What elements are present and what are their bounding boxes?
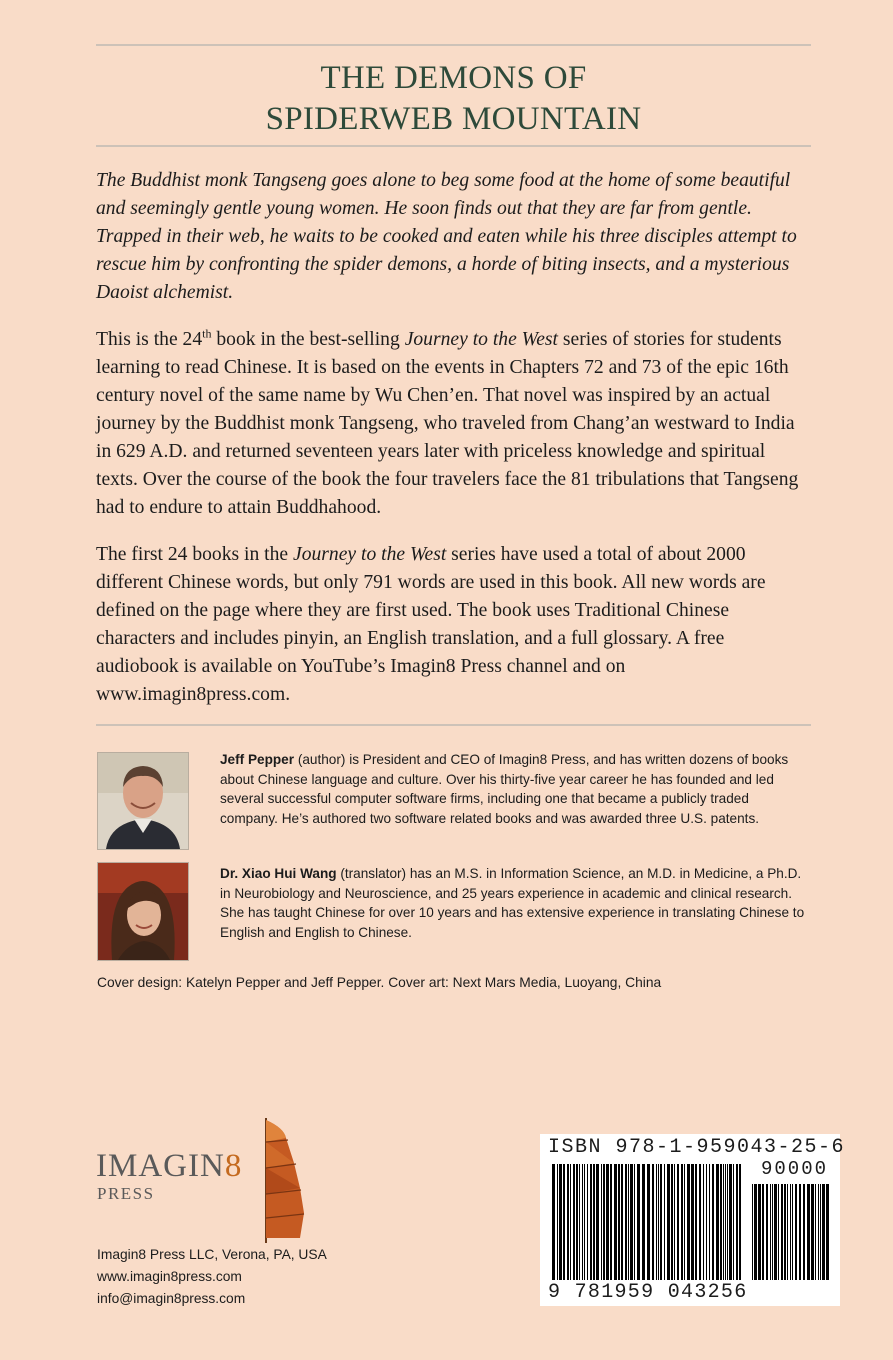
series-title: Journey to the West [404, 329, 558, 350]
barcode-bar [557, 1164, 558, 1280]
barcode-bar [656, 1164, 657, 1280]
barcode-bar [630, 1164, 633, 1280]
barcode-bar [642, 1164, 645, 1280]
publisher-email-link[interactable]: info@imagin8press.com [97, 1291, 246, 1306]
barcode-bar [606, 1164, 609, 1280]
barcode-bar [699, 1164, 701, 1280]
barcode-bar [727, 1164, 728, 1280]
isbn-barcode [540, 1134, 846, 1306]
barcode-bar [826, 1184, 829, 1280]
vocab-series-title: Journey to the West [293, 544, 447, 565]
publisher-logo-subtitle: PRESS [97, 1184, 155, 1203]
isbn-label: ISBN 978-1-959043-25-6 [548, 1136, 846, 1159]
title-divider [96, 145, 811, 147]
logo-main: IMAGIN [96, 1148, 225, 1184]
barcode-bar [807, 1184, 810, 1280]
publisher-address: Imagin8 Press LLC, Verona, PA, USA [97, 1247, 327, 1262]
title-line-2: SPIDERWEB MOUNTAIN [265, 101, 642, 137]
author-bio-text: (author) is President and CEO of Imagin8 Press, and has written dozens of books about Chinese language and culture. Over his thirty-five year career he has founded and led several successful computer software firms, including one that became a publicly traded company. He’s authored two software related books and was awarded three U.S. patents. [220, 752, 789, 826]
translator-bio [220, 864, 810, 942]
barcode-bar [590, 1164, 592, 1280]
barcode-bar [610, 1164, 612, 1280]
barcode-bar [725, 1164, 726, 1280]
junk-sail-icon [250, 1118, 310, 1243]
barcode-bar [766, 1184, 768, 1280]
barcode-bar [822, 1184, 825, 1280]
barcode-bar [758, 1184, 761, 1280]
barcode-bar [820, 1184, 821, 1280]
barcode-bar [601, 1164, 602, 1280]
barcode-bar [712, 1164, 714, 1280]
barcode-bar [593, 1164, 595, 1280]
publisher-logo-text [96, 1148, 242, 1185]
barcode-bar [691, 1164, 694, 1280]
cover-credits: Cover design: Katelyn Pepper and Jeff Pepper. Cover art: Next Mars Media, Luoyang, China [97, 975, 662, 990]
barcode-bar [733, 1164, 734, 1280]
barcode-bar [584, 1164, 585, 1280]
barcode-bar [736, 1164, 738, 1280]
barcode-bar [563, 1164, 565, 1280]
barcode-bar [674, 1164, 675, 1280]
barcode-bar [647, 1164, 650, 1280]
barcode-bar [652, 1164, 654, 1280]
barcode-bar [703, 1164, 704, 1280]
barcode-bar [579, 1164, 580, 1280]
bio-divider [96, 724, 811, 726]
ordinal-suffix: th [202, 326, 212, 341]
barcode-bar [772, 1184, 773, 1280]
author-name: Jeff Pepper [220, 752, 295, 767]
barcode-bar [614, 1164, 617, 1280]
blurb-paragraph [96, 167, 806, 307]
vocabulary-paragraph [96, 541, 806, 709]
barcode-bar [781, 1184, 783, 1280]
barcode-bar [774, 1184, 777, 1280]
barcode-bar [729, 1164, 732, 1280]
translator-photo [97, 862, 189, 961]
price-code: 90000 [760, 1158, 828, 1180]
barcode-bar [625, 1164, 627, 1280]
barcode-bar [716, 1164, 719, 1280]
author-bio [220, 750, 810, 828]
barcode-bar [695, 1164, 697, 1280]
series-text-mid: book in the best-selling [211, 329, 405, 350]
barcode-number: 9 781959 043256 [548, 1281, 748, 1304]
barcode-bar [634, 1164, 635, 1280]
barcode-bar [587, 1164, 588, 1280]
barcode-bar [603, 1164, 605, 1280]
barcode-bar [792, 1184, 793, 1280]
barcode-bar [671, 1164, 673, 1280]
barcode-bar [618, 1164, 620, 1280]
series-paragraph [96, 326, 806, 522]
author-photo [97, 752, 189, 850]
barcode-bar [681, 1164, 683, 1280]
barcode-bar [677, 1164, 679, 1280]
publisher-website-link[interactable]: www.imagin8press.com [97, 1269, 242, 1284]
barcode-bar [723, 1164, 724, 1280]
barcode-bar [720, 1164, 722, 1280]
barcode-bar [637, 1164, 640, 1280]
barcode-bar [621, 1164, 623, 1280]
barcode-bar [754, 1184, 757, 1280]
barcode-bar [567, 1164, 569, 1280]
series-text-pre: This is the 24 [96, 329, 203, 350]
barcode-bar [787, 1184, 788, 1280]
barcode-bar [570, 1164, 571, 1280]
barcode-bar [795, 1184, 797, 1280]
barcode-bars-addon [752, 1184, 832, 1280]
barcode-bar [667, 1164, 670, 1280]
barcode-bar [739, 1164, 741, 1280]
top-divider [96, 44, 811, 46]
barcode-bar [752, 1184, 753, 1280]
barcode-bar [552, 1164, 555, 1280]
barcode-bar [784, 1184, 786, 1280]
series-text-post: series of stories for students learning to read Chinese. It is based on the events in Chapters 72 and 73 of the epic 16th century novel of the same name by Wu Chen’en. That novel was inspired by an actual journey by the Buddhist monk Tangseng, who traveled from Chang’an westward to India in 629 A.D. and returned seventeen years later with priceless knowledge and spiritual texts. Over the course of the book the four travelers face the 81 tribulations that Tangseng had to endure to attain Buddhahood. [96, 329, 799, 518]
barcode-bar [596, 1164, 599, 1280]
barcode-bar [790, 1184, 791, 1280]
barcode-bar [778, 1184, 779, 1280]
blurb-text: The Buddhist monk Tangseng goes alone to beg some food at the home of some beautiful and seemingly gentle young women. He soon finds out that they are far from gentle. Trapped in their web, he waits to be cooked and eaten while his three disciples attempt to rescue him by confronting the spider demons, a horde of biting insects, and a mysterious Daoist alchemist. [96, 170, 797, 303]
barcode-bar [658, 1164, 659, 1280]
barcode-bar [815, 1184, 816, 1280]
barcode-bar [803, 1184, 805, 1280]
logo-accent: 8 [224, 1148, 243, 1184]
barcode-bar [818, 1184, 819, 1280]
barcode-bar [582, 1164, 583, 1280]
vocab-text-post: series have used a total of about 2000 different Chinese words, but only 791 words are used in this book. All new words are defined on the page where they are first used. The book uses Traditional Chinese characters and includes pinyin, an English translation, and a full glossary. A free audiobook is available on YouTube’s Imagin8 Press channel and on www.imagin8press.com. [96, 544, 766, 705]
barcode-bar [660, 1164, 662, 1280]
barcode-bar [576, 1164, 578, 1280]
barcode-bars-main [552, 1164, 744, 1280]
barcode-bar [687, 1164, 690, 1280]
barcode-bar [628, 1164, 629, 1280]
book-title [96, 58, 811, 140]
barcode-bar [664, 1164, 665, 1280]
barcode-bar [799, 1184, 801, 1280]
barcode-bar [573, 1164, 575, 1280]
translator-bio-text: (translator) has an M.S. in Information Science, an M.D. in Medicine, a Ph.D. in Neurobiology and Neuroscience, and 25 years experience in academic and clinical research. She has taught Chinese for over 10 years and has extensive experience in translating Chinese to English and English to Chinese. [220, 866, 805, 940]
barcode-bar [762, 1184, 764, 1280]
title-line-1: THE DEMONS OF [320, 60, 587, 96]
barcode-bar [770, 1184, 771, 1280]
barcode-bar [559, 1164, 562, 1280]
barcode-bar [706, 1164, 707, 1280]
vocab-text-pre: The first 24 books in the [96, 544, 293, 565]
barcode-bar [684, 1164, 685, 1280]
translator-name: Dr. Xiao Hui Wang [220, 866, 337, 881]
barcode-bar [709, 1164, 710, 1280]
barcode-bar [811, 1184, 814, 1280]
